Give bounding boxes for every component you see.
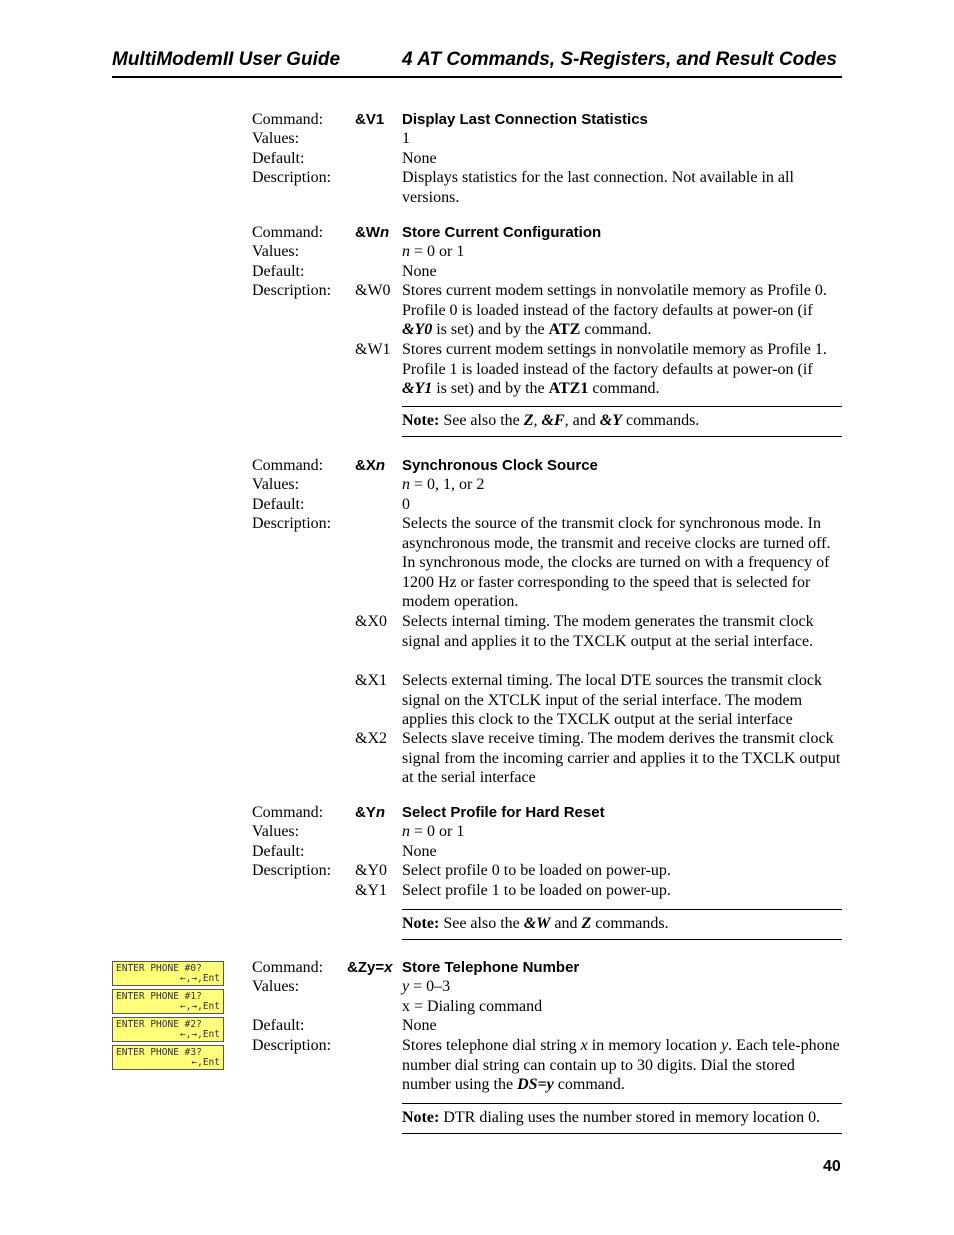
lcd-line-2: ←,→,Ent bbox=[179, 1029, 220, 1040]
description-label: Description: bbox=[252, 1037, 332, 1054]
command-title: Select Profile for Hard Reset bbox=[402, 804, 605, 821]
option-description: Selects slave receive timing. The modem derives the transmit clock signal from the incoming carrier and applies it to the TXCLK output at the serial interface bbox=[402, 730, 841, 786]
chapter-title: 4 AT Commands, S-Registers, and Result Codes bbox=[402, 49, 837, 70]
lcd-display bbox=[112, 989, 224, 1014]
default-text: None bbox=[402, 1017, 437, 1034]
default-label: Default: bbox=[252, 496, 305, 513]
default-text: None bbox=[402, 263, 437, 280]
option-code: &Y1 bbox=[355, 882, 387, 899]
option-code: &X2 bbox=[355, 730, 387, 747]
description-label: Description: bbox=[252, 169, 332, 186]
command-label: Command: bbox=[252, 111, 324, 128]
values-text: 1 bbox=[402, 130, 410, 147]
description-label: Description: bbox=[252, 862, 332, 879]
page-header bbox=[112, 48, 842, 78]
lcd-line-1: ENTER PHONE #3? bbox=[116, 1047, 202, 1058]
option-code: &W0 bbox=[355, 282, 391, 299]
lcd-display bbox=[112, 1017, 224, 1042]
option-description: Select profile 0 to be loaded on power-up. bbox=[402, 862, 671, 879]
command-label: Command: bbox=[252, 959, 324, 976]
values-label: Values: bbox=[252, 130, 300, 147]
note-box: Note: DTR dialing uses the number stored in memory location 0. bbox=[402, 1103, 842, 1134]
page-number: 40 bbox=[823, 1158, 841, 1175]
option-description: Stores current modem settings in nonvolatile memory as Profile 0. Profile 0 is loaded instead of the factory defaults at power-on (if &Y0 is set) and by the ATZ command. bbox=[402, 282, 827, 338]
command-code: &Zy=x bbox=[347, 959, 393, 976]
values-text: n = 0 or 1 bbox=[402, 243, 465, 260]
description-text: Displays statistics for the last connection. Not available in all versions. bbox=[402, 169, 794, 206]
command-label: Command: bbox=[252, 457, 324, 474]
values-label: Values: bbox=[252, 978, 300, 995]
default-label: Default: bbox=[252, 843, 305, 860]
lcd-line-2: ←,→,Ent bbox=[179, 973, 220, 984]
command-code: &Wn bbox=[355, 224, 390, 241]
default-text: None bbox=[402, 843, 437, 860]
command-code: &Xn bbox=[355, 457, 386, 474]
values-label: Values: bbox=[252, 476, 300, 493]
default-label: Default: bbox=[252, 1017, 305, 1034]
default-text: 0 bbox=[402, 496, 410, 513]
command-title: Store Telephone Number bbox=[402, 959, 580, 976]
option-code: &X1 bbox=[355, 672, 387, 689]
lcd-display bbox=[112, 1045, 224, 1070]
lcd-line-1: ENTER PHONE #1? bbox=[116, 991, 202, 1002]
option-code: &X0 bbox=[355, 613, 387, 630]
default-label: Default: bbox=[252, 150, 305, 167]
values-text: n = 0 or 1 bbox=[402, 823, 465, 840]
note-box: Note: See also the &W and Z commands. bbox=[402, 909, 842, 940]
option-description: Selects internal timing. The modem generates the transmit clock signal and applies it to the TXCLK output at the serial interface. bbox=[402, 613, 814, 650]
option-description: Stores current modem settings in nonvolatile memory as Profile 1. Profile 1 is loaded instead of the factory defaults at power-on (if &Y1 is set) and by the ATZ1 command. bbox=[402, 341, 827, 397]
values-text: y = 0–3 bbox=[402, 978, 451, 995]
command-title: Store Current Configuration bbox=[402, 224, 602, 241]
lcd-line-2: ←,Ent bbox=[191, 1057, 220, 1068]
command-title: Synchronous Clock Source bbox=[402, 457, 598, 474]
description-text: Selects the source of the transmit clock for synchronous mode. In asynchronous mode, the transmit and receive clocks are turned off. In synchronous mode, the clocks are turned on with a frequency of 1200 Hz or faster corresponding to the speed that is selected for modem operation. bbox=[402, 515, 831, 610]
values-text: n = 0, 1, or 2 bbox=[402, 476, 485, 493]
command-label: Command: bbox=[252, 224, 324, 241]
values-label: Values: bbox=[252, 243, 300, 260]
description-label: Description: bbox=[252, 282, 332, 299]
default-label: Default: bbox=[252, 263, 305, 280]
command-label: Command: bbox=[252, 804, 324, 821]
option-code: &Y0 bbox=[355, 862, 387, 879]
command-title: Display Last Connection Statistics bbox=[402, 111, 648, 128]
command-code: &V1 bbox=[355, 111, 385, 128]
note-box: Note: See also the Z, &F, and &Y commands. bbox=[402, 406, 842, 437]
description-label: Description: bbox=[252, 515, 332, 532]
lcd-display bbox=[112, 961, 224, 986]
option-code: &W1 bbox=[355, 341, 391, 358]
default-text: None bbox=[402, 150, 437, 167]
command-code: &Yn bbox=[355, 804, 386, 821]
values-label: Values: bbox=[252, 823, 300, 840]
option-description: Selects external timing. The local DTE sources the transmit clock signal on the XTCLK input of the serial interface. The modem applies this clock to the TXCLK output at the serial interface bbox=[402, 672, 823, 728]
lcd-line-1: ENTER PHONE #2? bbox=[116, 1019, 202, 1030]
guide-title: MultiModemII User Guide bbox=[112, 49, 341, 70]
option-description: Select profile 1 to be loaded on power-up. bbox=[402, 882, 671, 899]
lcd-line-1: ENTER PHONE #0? bbox=[116, 963, 202, 974]
description-text: Stores telephone dial string x in memory location y. Each tele-phone number dial string can contain up to 30 digits. Dial the stored number using the DS=y command. bbox=[402, 1037, 840, 1093]
values-text-2: x = Dialing command bbox=[402, 998, 543, 1015]
lcd-line-2: ←,→,Ent bbox=[179, 1001, 220, 1012]
